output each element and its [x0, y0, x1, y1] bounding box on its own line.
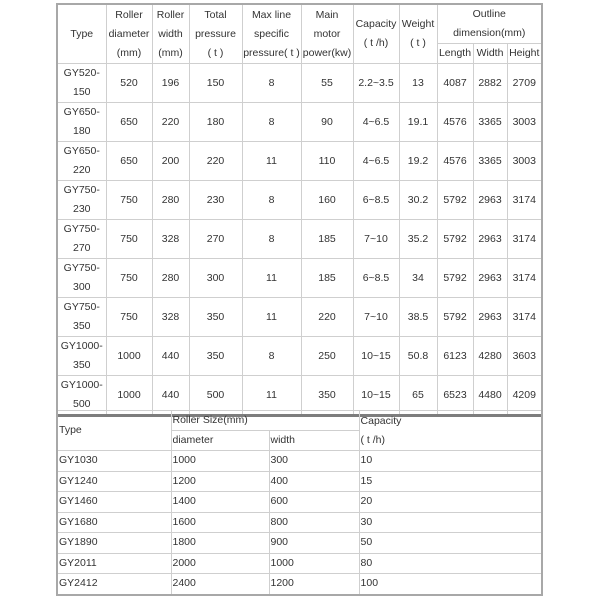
- header-type: Type: [57, 411, 171, 451]
- cell-max-line-pressure: 8: [242, 103, 301, 142]
- header-roller-width: [152, 4, 189, 64]
- type-line: 350: [72, 320, 91, 332]
- cell-max-line-pressure: 8: [242, 337, 301, 376]
- header-roller-diameter: [106, 4, 152, 64]
- cell-capacity: 100: [359, 574, 542, 595]
- header-weight: [399, 4, 437, 64]
- cell-height: 4209: [507, 376, 542, 416]
- type-line: GY650-: [63, 106, 100, 118]
- cell-diameter: 1000: [171, 451, 269, 472]
- cell-width: 1000: [269, 553, 359, 574]
- cell-main-motor-power: 55: [301, 64, 353, 103]
- cell-length: 6523: [437, 376, 473, 416]
- type-line: GY750-: [63, 262, 100, 274]
- header-line: Main motor: [313, 8, 341, 40]
- cell-width: 600: [269, 492, 359, 513]
- header-line: pressure( t ): [243, 46, 300, 59]
- type-line: GY1000-: [60, 340, 103, 352]
- cell-height: 3174: [507, 220, 542, 259]
- cell-max-line-pressure: 11: [242, 298, 301, 337]
- header-capacity: [353, 4, 399, 64]
- type-line: 220: [72, 164, 91, 176]
- type-line: 500: [72, 398, 91, 410]
- cell-roller-diameter: 650: [106, 103, 152, 142]
- cell-height: 3003: [507, 103, 542, 142]
- cell-width: 2963: [473, 259, 507, 298]
- cell-width: 400: [269, 471, 359, 492]
- cell-main-motor-power: 350: [301, 376, 353, 416]
- cell-weight: 34: [399, 259, 437, 298]
- table-row: [57, 298, 542, 337]
- header-line: Total: [204, 8, 227, 21]
- header-line: specific: [253, 27, 289, 40]
- cell-roller-width: 280: [152, 181, 189, 220]
- table-row: [57, 64, 542, 103]
- cell-length: 6123: [437, 337, 473, 376]
- header-line: power(kw): [302, 46, 352, 59]
- cell-roller-width: 440: [152, 337, 189, 376]
- header-line: Max line: [251, 8, 292, 21]
- cell-width: 900: [269, 533, 359, 554]
- cell-width: 300: [269, 451, 359, 472]
- cell-length: 4087: [437, 64, 473, 103]
- cell-roller-width: 328: [152, 298, 189, 337]
- header-line: Weight: [401, 18, 435, 30]
- cell-capacity: 4~6.5: [353, 103, 399, 142]
- cell-roller-diameter: 750: [106, 220, 152, 259]
- cell-capacity: 10~15: [353, 337, 399, 376]
- cell-roller-diameter: 750: [106, 259, 152, 298]
- cell-main-motor-power: 160: [301, 181, 353, 220]
- cell-capacity: 30: [359, 512, 542, 533]
- cell-weight: 65: [399, 376, 437, 416]
- cell-roller-diameter: 520: [106, 64, 152, 103]
- cell-weight: 38.5: [399, 298, 437, 337]
- header-line: ( t ): [410, 37, 426, 49]
- size-table-header: [57, 411, 542, 451]
- table-row: [57, 259, 542, 298]
- cell-type: [57, 298, 106, 337]
- table-row: [57, 142, 542, 181]
- type-line: GY520-: [63, 67, 100, 79]
- cell-capacity: 10~15: [353, 376, 399, 416]
- cell-weight: 13: [399, 64, 437, 103]
- cell-capacity: 7~10: [353, 298, 399, 337]
- cell-diameter: 2000: [171, 553, 269, 574]
- cell-diameter: 1800: [171, 533, 269, 554]
- cell-weight: 19.1: [399, 103, 437, 142]
- cell-type: GY1460: [57, 492, 171, 513]
- cell-capacity: 80: [359, 553, 542, 574]
- cell-main-motor-power: 250: [301, 337, 353, 376]
- cell-diameter: 1600: [171, 512, 269, 533]
- cell-type: [57, 103, 106, 142]
- header-roller-size: Roller Size(mm): [171, 411, 359, 431]
- header-outline-dimension: [437, 4, 542, 44]
- cell-type: [57, 181, 106, 220]
- cell-length: 5792: [437, 259, 473, 298]
- cell-total-pressure: 300: [189, 259, 242, 298]
- cell-capacity: 10: [359, 451, 542, 472]
- type-line: 300: [72, 281, 91, 293]
- table-row: [57, 103, 542, 142]
- cell-type: [57, 142, 106, 181]
- cell-width: 2882: [473, 64, 507, 103]
- cell-width: 4480: [473, 376, 507, 416]
- cell-max-line-pressure: 11: [242, 259, 301, 298]
- header-type: Type: [57, 4, 106, 64]
- table-row: [57, 337, 542, 376]
- cell-weight: 30.2: [399, 181, 437, 220]
- header-line: width: [158, 27, 183, 40]
- cell-roller-diameter: 1000: [106, 376, 152, 416]
- cell-diameter: 1200: [171, 471, 269, 492]
- cell-capacity: 4~6.5: [353, 142, 399, 181]
- header-line: pressure: [195, 27, 236, 40]
- cell-roller-diameter: 650: [106, 142, 152, 181]
- cell-capacity: 7~10: [353, 220, 399, 259]
- cell-total-pressure: 500: [189, 376, 242, 416]
- cell-type: GY1890: [57, 533, 171, 554]
- header-line: ( t ): [207, 46, 224, 59]
- cell-type: GY1030: [57, 451, 171, 472]
- header-width: Width: [473, 44, 507, 64]
- cell-roller-width: 200: [152, 142, 189, 181]
- cell-width: 2963: [473, 298, 507, 337]
- cell-roller-width: 440: [152, 376, 189, 416]
- cell-weight: 35.2: [399, 220, 437, 259]
- cell-main-motor-power: 90: [301, 103, 353, 142]
- cell-width: 800: [269, 512, 359, 533]
- header-line: dimension(mm): [453, 27, 526, 39]
- type-line: 270: [72, 242, 91, 254]
- cell-height: 3174: [507, 298, 542, 337]
- cell-roller-diameter: 750: [106, 181, 152, 220]
- cell-width: 3365: [473, 142, 507, 181]
- roller-press-spec-table: [56, 3, 543, 417]
- table-row: [57, 553, 542, 574]
- cell-capacity: 2.2~3.5: [353, 64, 399, 103]
- header-line: (mm): [116, 46, 142, 59]
- cell-weight: 50.8: [399, 337, 437, 376]
- table-row: [57, 471, 542, 492]
- type-line: 180: [72, 125, 91, 137]
- cell-roller-diameter: 750: [106, 298, 152, 337]
- type-line: 230: [72, 203, 91, 215]
- cell-roller-width: 196: [152, 64, 189, 103]
- cell-height: 3603: [507, 337, 542, 376]
- header-line: ( t /h): [360, 433, 386, 446]
- header-diameter: diameter: [171, 431, 269, 451]
- cell-total-pressure: 220: [189, 142, 242, 181]
- cell-type: GY1240: [57, 471, 171, 492]
- table-row: [57, 220, 542, 259]
- cell-height: 3174: [507, 259, 542, 298]
- table-row: [57, 533, 542, 554]
- cell-max-line-pressure: 8: [242, 181, 301, 220]
- type-line: GY750-: [63, 301, 100, 313]
- cell-type: GY2011: [57, 553, 171, 574]
- type-line: GY750-: [63, 184, 100, 196]
- header-line: Roller: [156, 8, 185, 21]
- cell-total-pressure: 270: [189, 220, 242, 259]
- cell-height: 2709: [507, 64, 542, 103]
- header-length: Length: [437, 44, 473, 64]
- table-row: [57, 181, 542, 220]
- header-line: Capacity: [355, 18, 397, 30]
- cell-roller-width: 220: [152, 103, 189, 142]
- type-line: 350: [72, 359, 91, 371]
- cell-max-line-pressure: 11: [242, 376, 301, 416]
- cell-height: 3003: [507, 142, 542, 181]
- header-line: diameter: [108, 27, 150, 40]
- type-line: GY1000-: [60, 379, 103, 391]
- cell-width: 2963: [473, 181, 507, 220]
- cell-type: GY1680: [57, 512, 171, 533]
- cell-length: 4576: [437, 142, 473, 181]
- size-table-body: [57, 451, 542, 595]
- cell-length: 5792: [437, 181, 473, 220]
- spec-table-body: [57, 64, 542, 416]
- cell-capacity: 20: [359, 492, 542, 513]
- header-line: Roller: [115, 8, 143, 21]
- cell-length: 5792: [437, 220, 473, 259]
- cell-width: 1200: [269, 574, 359, 595]
- table-row: [57, 451, 542, 472]
- header-main-motor-power: [301, 4, 353, 64]
- cell-type: [57, 337, 106, 376]
- cell-roller-diameter: 1000: [106, 337, 152, 376]
- cell-total-pressure: 230: [189, 181, 242, 220]
- cell-total-pressure: 150: [189, 64, 242, 103]
- cell-total-pressure: 350: [189, 337, 242, 376]
- cell-max-line-pressure: 8: [242, 64, 301, 103]
- cell-main-motor-power: 110: [301, 142, 353, 181]
- header-max-line-pressure: [242, 4, 301, 64]
- cell-type: GY2412: [57, 574, 171, 595]
- spec-table-header: [57, 4, 542, 64]
- table-row: [57, 512, 542, 533]
- cell-type: [57, 64, 106, 103]
- cell-total-pressure: 180: [189, 103, 242, 142]
- header-width: width: [269, 431, 359, 451]
- roller-size-table: [56, 410, 543, 596]
- cell-type: [57, 220, 106, 259]
- header-line: Capacity: [360, 414, 402, 427]
- cell-weight: 19.2: [399, 142, 437, 181]
- cell-width: 2963: [473, 220, 507, 259]
- cell-max-line-pressure: 11: [242, 142, 301, 181]
- cell-capacity: 6~8.5: [353, 259, 399, 298]
- cell-width: 4280: [473, 337, 507, 376]
- cell-length: 5792: [437, 298, 473, 337]
- type-line: GY750-: [63, 223, 100, 235]
- cell-width: 3365: [473, 103, 507, 142]
- type-line: 150: [72, 86, 91, 98]
- header-line: (mm): [158, 46, 183, 59]
- header-total-pressure: [189, 4, 242, 64]
- cell-capacity: 6~8.5: [353, 181, 399, 220]
- header-line: Outline: [472, 8, 506, 20]
- cell-roller-width: 328: [152, 220, 189, 259]
- cell-capacity: 15: [359, 471, 542, 492]
- cell-main-motor-power: 185: [301, 259, 353, 298]
- cell-length: 4576: [437, 103, 473, 142]
- header-height: Height: [507, 44, 542, 64]
- cell-height: 3174: [507, 181, 542, 220]
- header-line: ( t /h): [363, 37, 389, 49]
- header-capacity: [359, 411, 542, 451]
- cell-capacity: 50: [359, 533, 542, 554]
- cell-max-line-pressure: 8: [242, 220, 301, 259]
- cell-roller-width: 280: [152, 259, 189, 298]
- table-row: [57, 492, 542, 513]
- cell-diameter: 2400: [171, 574, 269, 595]
- cell-total-pressure: 350: [189, 298, 242, 337]
- cell-main-motor-power: 220: [301, 298, 353, 337]
- table-row: [57, 574, 542, 595]
- cell-type: [57, 259, 106, 298]
- type-line: GY650-: [63, 145, 100, 157]
- cell-main-motor-power: 185: [301, 220, 353, 259]
- cell-diameter: 1400: [171, 492, 269, 513]
